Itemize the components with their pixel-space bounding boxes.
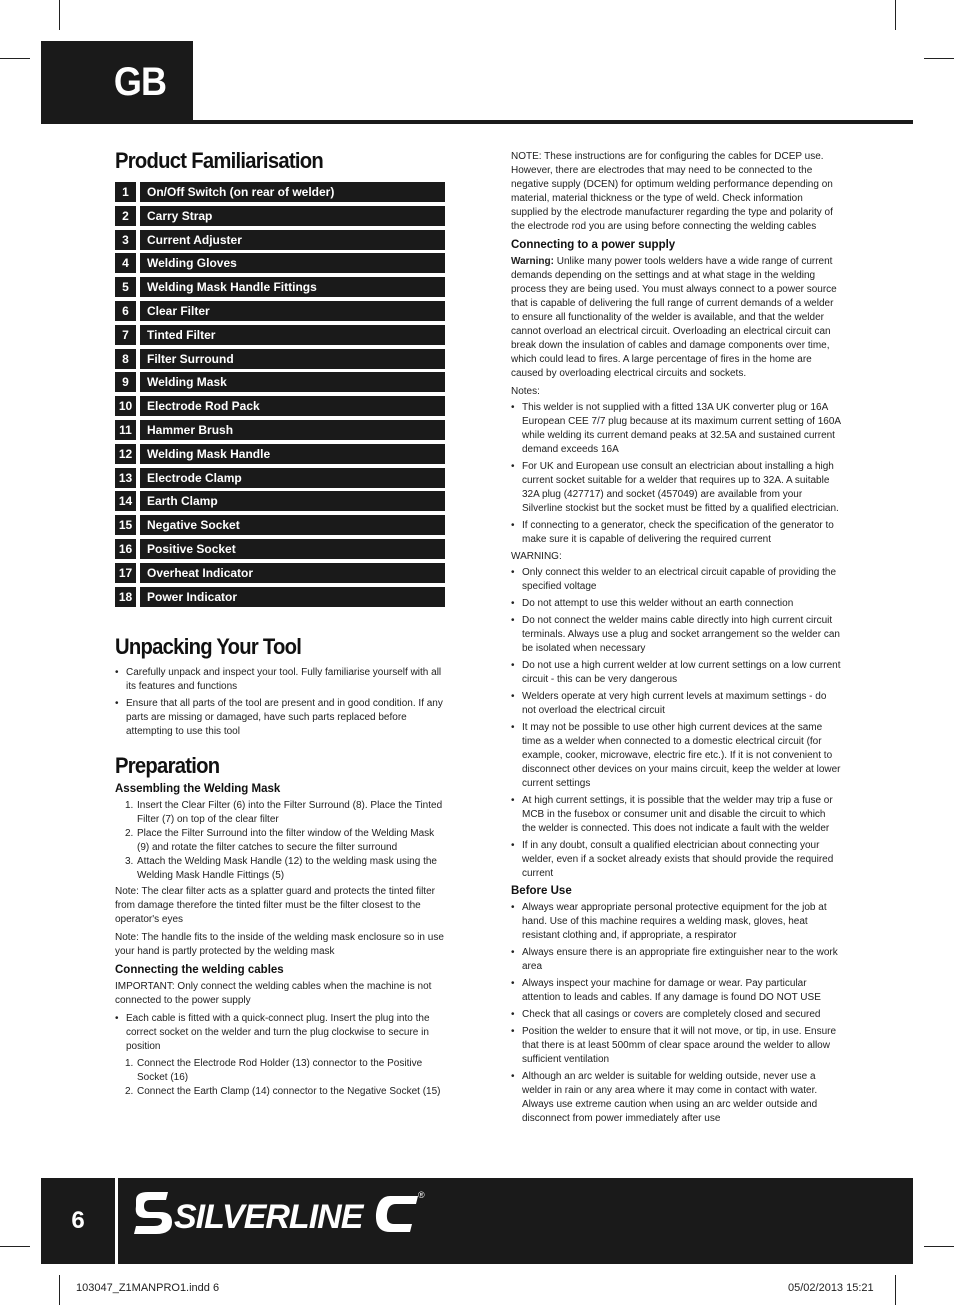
part-label: Overheat Indicator xyxy=(140,563,445,583)
before-use-list xyxy=(511,901,841,1126)
table-row xyxy=(115,539,445,559)
subheading: Connecting to a power supply xyxy=(511,239,676,251)
crop-mark xyxy=(59,0,60,30)
part-label: Welding Mask xyxy=(140,372,445,392)
part-label: Negative Socket xyxy=(140,515,445,535)
part-label: Electrode Clamp xyxy=(140,468,445,488)
table-row xyxy=(115,230,445,250)
list-item: • Always ensure there is an appropriate fire extinguisher near to the work area xyxy=(511,946,841,974)
table-row xyxy=(115,515,445,535)
brand-wordmark: SILVERLINE xyxy=(174,1198,363,1236)
list-item: • Always inspect your machine for damage or wear. Pay particular attention to leads and cables. If any damage is found DO NOT USE xyxy=(511,977,841,1005)
warning-paragraph: Warning: Unlike many power tools welders have a wide range of current demands depending on the settings and at what stage in the welding process they are being used. You must always connect to a power source that is capable of delivering the full range of current demands of a welder to ensure all functionality of the welder is available, and that the welder cannot overload an electrical circuit. Overloading an electrical circuit can break down the insulation of cables and damage components over time, which could lead to fires. A large percentage of fires in the home are caused by overloading electrical circuits and sockets. xyxy=(511,256,837,379)
crop-mark xyxy=(59,1275,60,1305)
list-item: 3. Attach the Welding Mask Handle (12) to the welding mask using the Welding Mask Handle Fittings (5) xyxy=(125,855,437,881)
table-row xyxy=(115,206,445,226)
part-number: 11 xyxy=(115,420,136,440)
notes-label: Notes: xyxy=(511,386,540,397)
list-item: • Check that all casings or covers are completely closed and secured xyxy=(511,1008,841,1022)
part-label: Earth Clamp xyxy=(140,491,445,511)
part-number: 14 xyxy=(115,491,136,511)
table-row xyxy=(115,563,445,583)
part-number: 2 xyxy=(115,206,136,226)
list-item: • At high current settings, it is possible that the welder may trip a fuse or MCB in the fusebox or consumer unit and disable the circuit to which the welder is connected. This does not indicate a fault with the welder xyxy=(511,794,841,836)
list-item: • Do not attempt to use this welder without an earth connection xyxy=(511,597,841,611)
part-number: 18 xyxy=(115,587,136,607)
table-row xyxy=(115,182,445,202)
table-row xyxy=(115,301,445,321)
left-column xyxy=(115,148,445,1101)
list-item: 1. Connect the Electrode Rod Holder (13) connector to the Positive Socket (16) xyxy=(125,1057,423,1083)
list-item: • Welders operate at very high current levels at maximum settings - do not overload the electrical circuit xyxy=(511,690,841,718)
table-row xyxy=(115,349,445,369)
crop-mark xyxy=(0,1246,30,1247)
part-number: 5 xyxy=(115,277,136,297)
language-tab: GB xyxy=(41,41,193,123)
part-number: 10 xyxy=(115,396,136,416)
preparation-body xyxy=(115,782,445,1099)
part-number: 8 xyxy=(115,349,136,369)
list-item: • Always wear appropriate personal protective equipment for the job at hand. Use of this machine requires a welding mask, gloves, heat resistant clothing and, if appropriate, a respirator xyxy=(511,901,841,943)
crop-mark xyxy=(924,1246,954,1247)
part-label: Electrode Rod Pack xyxy=(140,396,445,416)
part-number: 16 xyxy=(115,539,136,559)
list-item: • For UK and European use consult an electrician about installing a high current socket suitable for a welder that requires up to 32A. A suitable 32A plug (427717) and socket (457049) are available from your Silverline stockist but the socket must be fitted by a qualified electrician. xyxy=(511,460,841,516)
list-item: • If in any doubt, consult a qualified electrician about connecting your welder, even if a socket already exists that should provide the required current xyxy=(511,839,841,881)
part-label: Hammer Brush xyxy=(140,420,445,440)
part-number: 15 xyxy=(115,515,136,535)
list-item: • Carefully unpack and inspect your tool. Fully familiarise yourself with all its features and functions xyxy=(115,666,445,694)
part-label: Welding Mask Handle xyxy=(140,444,445,464)
part-number: 17 xyxy=(115,563,136,583)
list-item: • Do not use a high current welder at low current settings on a low current circuit - this can be very dangerous xyxy=(511,659,841,687)
silverline-logo xyxy=(128,1188,428,1238)
list-item: • Although an arc welder is suitable for welding outside, never use a welder in rain or any area where it may come in contact with water. Always use extreme caution when using an arc welder outside and disconnect from power immediately after use xyxy=(511,1070,841,1126)
footer-divider xyxy=(115,1178,118,1264)
part-number: 3 xyxy=(115,230,136,250)
subheading: Before Use xyxy=(511,885,572,897)
part-number: 4 xyxy=(115,253,136,273)
list-item: 2. Place the Filter Surround into the filter window of the Welding Mask (9) and rotate the filter catches to secure the filter surround xyxy=(125,827,435,853)
part-label: Welding Mask Handle Fittings xyxy=(140,277,445,297)
slug-datetime: 05/02/2013 15:21 xyxy=(788,1282,874,1294)
section-title-product-familiarisation: Product Familiarisation xyxy=(115,148,324,173)
table-row xyxy=(115,491,445,511)
section-title-preparation: Preparation xyxy=(115,752,220,778)
crop-mark xyxy=(924,58,954,59)
header-rule xyxy=(41,120,913,124)
important-note: IMPORTANT: Only connect the welding cables when the machine is not connected to the power supply xyxy=(115,980,432,1006)
table-row xyxy=(115,253,445,273)
crop-mark xyxy=(895,0,896,30)
registered-mark: ® xyxy=(418,1190,425,1200)
part-label: Welding Gloves xyxy=(140,253,445,273)
table-row xyxy=(115,325,445,345)
right-column xyxy=(511,150,841,1129)
table-row xyxy=(115,444,445,464)
table-row xyxy=(115,587,445,607)
list-item: 1. Insert the Clear Filter (6) into the Filter Surround (8). Place the Tinted Filter (7) on top of the clear filter xyxy=(125,799,443,825)
part-number: 12 xyxy=(115,444,136,464)
note-dcep: NOTE: These instructions are for configuring the cables for DCEP use. However, there are electrodes that may need to be connected to the negative supply (DCEN) for optimum welding performance depending on material, material thickness or the type of weld. Check information supplied by the electrode manufacturer regarding the type and polarity of the electrode rod you are using before connecting the welding cables xyxy=(511,151,833,232)
list-item: • This welder is not supplied with a fitted 13A UK converter plug or 16A European CEE 7/7 plug because at its maximum current setting of 160A while welding its current demand peaks at 32.5A and sustained current demand exceeds 16A xyxy=(511,401,841,457)
list-item: • Only connect this welder to an electrical circuit capable of providing the specified voltage xyxy=(511,566,841,594)
note: Note: The handle fits to the inside of the welding mask enclosure so in use your hand is partly protected by the welding mask xyxy=(115,931,444,957)
section-title-unpacking: Unpacking Your Tool xyxy=(115,633,302,659)
part-label: On/Off Switch (on rear of welder) xyxy=(140,182,445,202)
page-number: 6 xyxy=(71,1207,85,1234)
list-item: • Do not connect the welder mains cable directly into high current circuit terminals. Always use a plug and socket arrangement so the welder can be isolated when necessary xyxy=(511,614,841,656)
notes-list xyxy=(511,401,841,547)
table-row xyxy=(115,372,445,392)
warnings-list xyxy=(511,566,841,881)
table-row xyxy=(115,468,445,488)
subheading: Connecting the welding cables xyxy=(115,963,284,976)
list-item: • It may not be possible to use other high current devices at the same time as a welder when connected to a domestic electrical circuit (for example, cooker, microwave, electric fire etc.). If it is not convenient to disconnect other devices on your mains circuit, keep the welder at lower current settings xyxy=(511,721,841,791)
parts-list xyxy=(115,182,445,607)
part-label: Positive Socket xyxy=(140,539,445,559)
part-label: Power Indicator xyxy=(140,587,445,607)
part-number: 13 xyxy=(115,468,136,488)
part-number: 1 xyxy=(115,182,136,202)
table-row xyxy=(115,277,445,297)
slug-filename: 103047_Z1MANPRO1.indd 6 xyxy=(76,1282,220,1294)
list-item: • Each cable is fitted with a quick-connect plug. Insert the plug into the correct socket on the welder and turn the plug clockwise to secure in position xyxy=(115,1012,445,1054)
part-number: 7 xyxy=(115,325,136,345)
part-number: 9 xyxy=(115,372,136,392)
crop-mark xyxy=(0,58,30,59)
table-row xyxy=(115,420,445,440)
part-label: Current Adjuster xyxy=(140,230,445,250)
list-item: 2. Connect the Earth Clamp (14) connector to the Negative Socket (15) xyxy=(125,1085,441,1097)
part-number: 6 xyxy=(115,301,136,321)
list-item: • Ensure that all parts of the tool are present and in good condition. If any parts are missing or damaged, have such parts replaced before attempting to use this tool xyxy=(115,697,445,739)
part-label: Carry Strap xyxy=(140,206,445,226)
part-label: Filter Surround xyxy=(140,349,445,369)
crop-mark xyxy=(895,1275,896,1305)
warning-label: WARNING: xyxy=(511,551,562,562)
table-row xyxy=(115,396,445,416)
part-label: Tinted Filter xyxy=(140,325,445,345)
part-label: Clear Filter xyxy=(140,301,445,321)
note: Note: The clear filter acts as a splatter guard and protects the tinted filter from damage therefore the tinted filter must be the filter closest to the operator's eyes xyxy=(115,885,435,925)
list-item: • If connecting to a generator, check the specification of the generator to make sure it is capable of delivering the required current xyxy=(511,519,841,547)
list-item: • Position the welder to ensure that it will not move, or tip, in use. Ensure that there is at least 500mm of clear space around the welder to allow sufficient ventilation xyxy=(511,1025,841,1067)
subheading: Assembling the Welding Mask xyxy=(115,782,281,795)
unpacking-body xyxy=(115,666,445,739)
